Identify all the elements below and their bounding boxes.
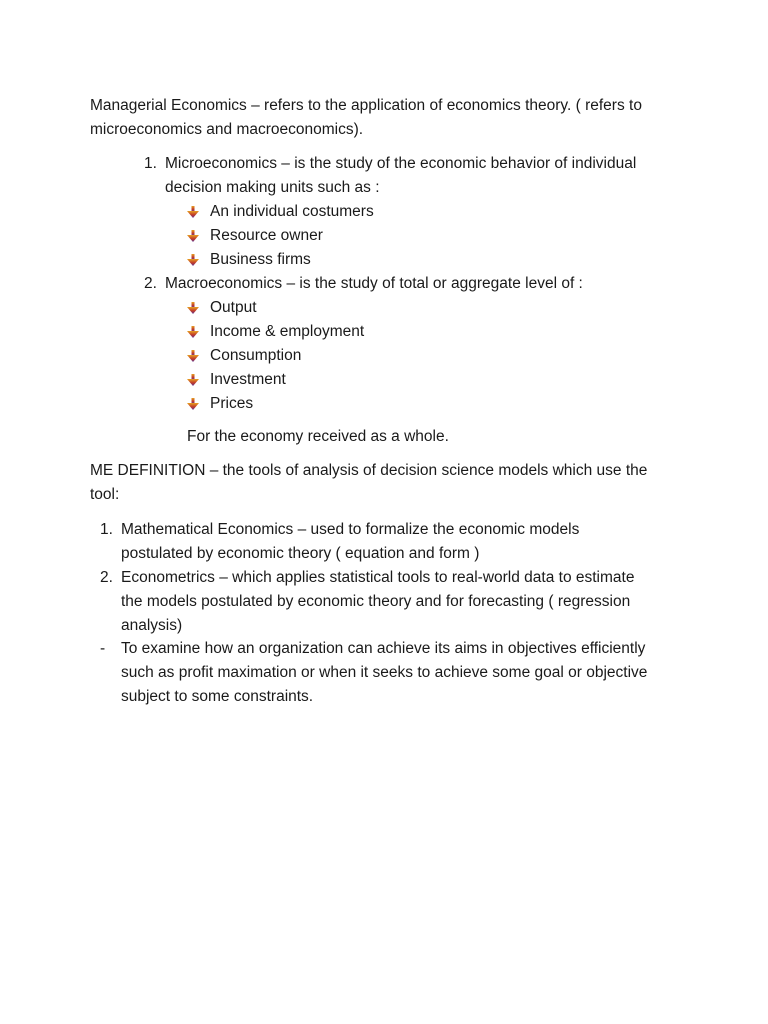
intro-line-2: microeconomics and macroeconomics). <box>90 121 364 138</box>
list1-item2-bullet-2: Income & employment <box>210 323 365 340</box>
arrow-down-bullet-icon <box>186 205 200 219</box>
arrow-down-bullet-icon <box>186 301 200 315</box>
list2-item3-line-3: subject to some constraints. <box>121 688 314 705</box>
list1-item1-bullet-3: Business firms <box>210 251 311 268</box>
list2-item3-marker: - <box>100 640 106 657</box>
list1-item2-bullet-1: Output <box>210 299 257 316</box>
list2-item1-number: 1. <box>100 521 113 538</box>
list1-item1-number: 1. <box>144 155 157 172</box>
list2-item1-line-2: postulated by economic theory ( equation and form ) <box>121 545 480 562</box>
arrow-down-bullet-icon <box>186 229 200 243</box>
list1-closing: For the economy received as a whole. <box>187 428 449 445</box>
arrow-down-bullet-icon <box>186 349 200 363</box>
list2-item2-line-1: Econometrics – which applies statistical tools to real-world data to estimate <box>121 569 635 586</box>
list1-item1-line-1: Microeconomics – is the study of the economic behavior of individual <box>165 155 637 172</box>
list1-item1-bullet-2: Resource owner <box>210 227 323 244</box>
definition-line-1: ME DEFINITION – the tools of analysis of decision science models which use the <box>90 462 648 479</box>
list1-item1-line-2: decision making units such as : <box>165 179 380 196</box>
intro-line-1: Managerial Economics – refers to the application of economics theory. ( refers to <box>90 97 642 114</box>
arrow-down-bullet-icon <box>186 397 200 411</box>
list2-item2-line-3: analysis) <box>121 617 183 634</box>
list1-item1-bullet-1: An individual costumers <box>210 203 374 220</box>
arrow-down-bullet-icon <box>186 253 200 267</box>
list2-item2-number: 2. <box>100 569 113 586</box>
definition-line-2: tool: <box>90 486 120 503</box>
list2-item1-line-1: Mathematical Economics – used to formalize the economic models <box>121 521 580 538</box>
list1-item2-bullet-3: Consumption <box>210 347 302 364</box>
arrow-down-bullet-icon <box>186 325 200 339</box>
list1-item2-bullet-4: Investment <box>210 371 286 388</box>
list1-item2-line-1: Macroeconomics – is the study of total or aggregate level of : <box>165 275 583 292</box>
list2-item3-line-2: such as profit maximation or when it seeks to achieve some goal or objective <box>121 664 648 681</box>
list2-item2-line-2: the models postulated by economic theory and for forecasting ( regression <box>121 593 631 610</box>
arrow-down-bullet-icon <box>186 373 200 387</box>
list1-item2-bullet-5: Prices <box>210 395 254 412</box>
list1-item2-number: 2. <box>144 275 157 292</box>
list2-item3-line-1: To examine how an organization can achieve its aims in objectives efficiently <box>121 640 646 657</box>
